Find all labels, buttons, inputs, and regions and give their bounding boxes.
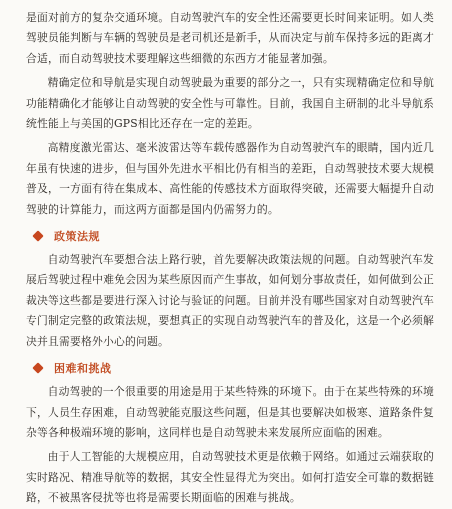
challenges-paragraph-1: 自动驾驶的一个很重要的用途是用于某些特殊的环境下。由于在某些特殊的环境下，人员生存困难，自动驾驶能克服这些问题，但是其也要解决如极寒、道路条件复杂等各种极端环境的影响，这同样也是自动驾驶未来发展所应面临的困难。 xyxy=(26,385,434,439)
intro-paragraph-2: 精确定位和导航是实现自动驾驶最为重要的部分之一，只有实现精确定位和导航功能精确化才能够让自动驾驶的安全性与可靠性。目前，我国自主研制的北斗导航系统性能上与美国的GPS相比还存在一定的差距。 xyxy=(26,76,434,131)
policy-paragraph-1: 自动驾驶汽车要想合法上路行驶，首先要解决政策法规的问题。自动驾驶汽车发展后驾驶过程中难免会因为某些原因而产生事故，如何划分事故责任，如何做到公正裁决等这些都是要进行深入讨论与验证的问题。目前并没有哪些国家对自动驾驶汽车专门制定完整的政策法规，要想真正的实现自动驾驶汽车的普及化，这是一个必须解决并且需要格外小心的问题。 xyxy=(26,253,434,348)
diamond-bullet-icon xyxy=(32,230,43,241)
intro-paragraph-1: 是面对前方的复杂交通环境。自动驾驶汽车的安全性还需要更长时间来证明。如人类驾驶员能判断与车辆的驾驶员是老司机还是新手，从而决定与前车保持多远的距离才合适，而自动驾驶技术要理解这些细微的东西方才能显著加强。 xyxy=(26,11,434,65)
section-title: 困难和挑战 xyxy=(54,362,112,376)
section-heading-policy xyxy=(34,228,434,244)
section-heading-challenges xyxy=(34,360,434,376)
section-title: 政策法规 xyxy=(54,230,100,244)
intro-paragraph-3: 高精度激光雷达、毫米波雷达等车载传感器作为自动驾驶汽车的眼睛，国内近几年虽有快速的进步，但与国外先进水平相比仍有相当的差距，自动驾驶技术要大规模普及，一方面有待在集成本、高性能的传感技术方面取得突破，还需要大幅提升自动驾驶的计算能力，而这两方面都是国内仍需努力的。 xyxy=(26,141,434,216)
diamond-bullet-icon xyxy=(32,362,43,373)
challenges-paragraph-2: 由于人工智能的大规模应用，自动驾驶技术更是依赖于网络。如通过云端获取的实时路况、精准导航等的数据，其安全性显得尤为突出。如何打造安全可靠的数据链路，不被黑客侵扰等也将是需要长期面临的困难与挑战。 xyxy=(26,450,434,505)
